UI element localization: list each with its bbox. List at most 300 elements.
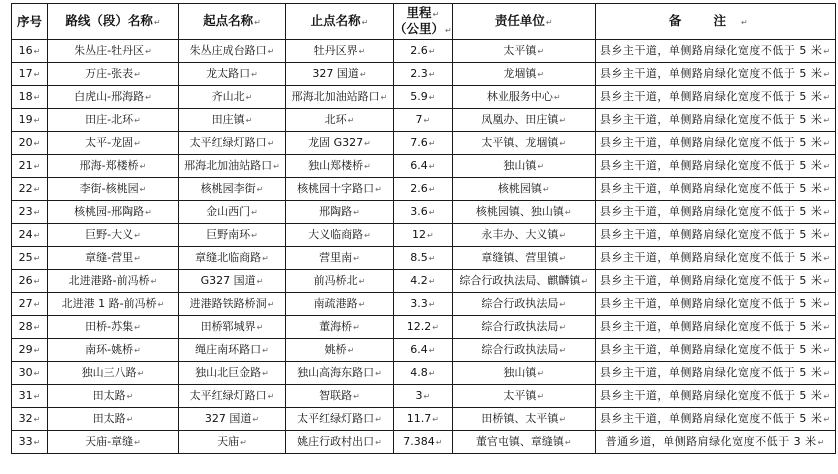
cell-note (595, 224, 835, 247)
cell-start (179, 431, 286, 454)
cell-note-text: 县乡主干道，单侧路肩绿化宽度不低于 5 米 (599, 159, 823, 172)
cell-start (179, 40, 286, 63)
cell-route (48, 362, 179, 385)
cell-route (48, 86, 179, 109)
table-row (12, 408, 836, 431)
cell-mark-icon: ↵ (353, 323, 360, 332)
cell-mark-icon: ↵ (245, 116, 253, 125)
cell-route-text: 田庄-北环 (85, 113, 134, 126)
cell-seq-text: 30 (18, 366, 33, 379)
cell-note-text: 县乡主干道，单侧路肩绿化宽度不低于 5 米 (599, 205, 823, 218)
cell-mileage (394, 132, 453, 155)
cell-note (595, 316, 835, 339)
cell-note-text: 县乡主干道，单侧路肩绿化宽度不低于 5 米 (599, 251, 823, 264)
cell-note (595, 40, 835, 63)
cell-end (286, 339, 394, 362)
line-break-icon: ↵ (432, 9, 440, 19)
cell-mark-icon: ↵ (353, 392, 360, 401)
cell-mark-icon: ↵ (823, 300, 831, 309)
cell-mark-icon: ↵ (817, 438, 825, 447)
cell-unit-text: 独山镇 (503, 159, 537, 172)
cell-end (286, 86, 394, 109)
cell-route-text: 太平-龙固 (85, 136, 134, 149)
cell-mark-icon: ↵ (823, 277, 831, 286)
table-row (12, 40, 836, 63)
cell-mark-icon: ↵ (423, 116, 431, 125)
cell-mark-icon: ↵ (559, 346, 567, 355)
cell-end (286, 63, 394, 86)
cell-mark-icon: ↵ (134, 231, 141, 240)
cell-seq-text: 28 (18, 320, 33, 333)
cell-start (179, 109, 286, 132)
cell-seq-text: 29 (18, 343, 33, 356)
cell-mileage-text: 2.6 (410, 182, 428, 195)
cell-mark-icon: ↵ (33, 47, 41, 56)
cell-unit (452, 247, 595, 270)
header-seq: 序号 (12, 4, 48, 40)
cell-unit-text: 综合行政执法局、麒麟镇 (459, 274, 581, 287)
cell-unit (452, 201, 595, 224)
cell-mark-icon: ↵ (428, 254, 436, 263)
cell-seq-text: 19 (18, 113, 33, 126)
cell-mileage (394, 178, 453, 201)
cell-note-text: 县乡主干道，单侧路肩绿化宽度不低于 5 米 (599, 389, 823, 402)
cell-mark-icon: ↵ (359, 70, 367, 79)
cell-start (179, 247, 286, 270)
cell-mark-icon: ↵ (33, 254, 41, 263)
cell-unit-text: 综合行政执法局 (481, 343, 559, 356)
cell-note (595, 201, 835, 224)
cell-unit-text: 凤凰办、田庄镇 (481, 113, 559, 126)
cell-note-text: 县乡主干道，单侧路肩绿化宽度不低于 5 米 (599, 182, 823, 195)
cell-mark-icon: ↵ (581, 277, 589, 286)
cell-unit (452, 155, 595, 178)
cell-route (48, 224, 179, 247)
header-route: 路线（段）名称↵ (48, 4, 179, 40)
cell-route (48, 247, 179, 270)
cell-end (286, 178, 394, 201)
cell-note (595, 178, 835, 201)
cell-note-text: 县乡主干道，单侧路肩绿化宽度不低于 5 米 (599, 67, 823, 80)
table-row (12, 316, 836, 339)
cell-route (48, 431, 179, 454)
cell-seq-text: 31 (18, 389, 33, 402)
cell-route-text: 李街-核桃园 (79, 182, 139, 195)
cell-note (595, 339, 835, 362)
cell-mark-icon: ↵ (126, 392, 134, 401)
cell-mark-icon: ↵ (251, 208, 258, 217)
cell-end-text: 牡丹区界 (313, 44, 358, 57)
cell-end-text: 董海桥 (319, 320, 353, 333)
cell-unit (452, 86, 595, 109)
cell-unit-text: 太平镇 (503, 44, 537, 57)
cell-start (179, 270, 286, 293)
cell-mark-icon: ↵ (347, 116, 355, 125)
cell-mileage-text: 7.384 (403, 435, 435, 448)
cell-mark-icon: ↵ (33, 208, 41, 217)
cell-end-text: 营里南 (319, 251, 353, 264)
cell-unit (452, 362, 595, 385)
cell-seq-text: 27 (18, 297, 33, 310)
cell-mark-icon: ↵ (252, 415, 260, 424)
cell-mark-icon: ↵ (435, 438, 443, 447)
cell-end (286, 362, 394, 385)
cell-unit-text: 核桃园镇、独山镇 (475, 205, 564, 218)
table-row (12, 339, 836, 362)
cell-end-text: 姚桥 (324, 343, 347, 356)
cell-end-text: 邢陶路 (319, 205, 353, 218)
cell-note-text: 县乡主干道，单侧路肩绿化宽度不低于 5 米 (599, 136, 823, 149)
cell-mark-icon: ↵ (134, 116, 141, 125)
cell-end-text: 核桃园十字路口 (297, 182, 375, 195)
cell-mark-icon: ↵ (134, 323, 141, 332)
cell-route-text: 田太路 (92, 412, 126, 425)
cell-end (286, 270, 394, 293)
cell-mark-icon: ↵ (375, 369, 382, 378)
cell-start-text: 朱丛庄成台路口 (189, 44, 267, 57)
cell-mark-icon: ↵ (428, 139, 436, 148)
cell-mark-icon: ↵ (251, 70, 258, 79)
header-mileage: 里程↵ （公里）↵ (394, 4, 453, 40)
cell-mark-icon: ↵ (33, 438, 41, 447)
cell-seq (12, 385, 48, 408)
cell-mark-icon: ↵ (559, 300, 567, 309)
cell-note (595, 293, 835, 316)
road-greening-table (11, 3, 836, 454)
table-row (12, 178, 836, 201)
cell-start-text: 龙太路口 (206, 67, 251, 80)
cell-note (595, 109, 835, 132)
cell-end (286, 385, 394, 408)
cell-route-text: 邢海-郑楼桥 (79, 159, 139, 172)
cell-note (595, 63, 835, 86)
cell-mark-icon: ↵ (145, 208, 152, 217)
cell-start-text: 齐山北 (211, 90, 245, 103)
cell-mark-icon: ↵ (353, 208, 360, 217)
cell-mark-icon: ↵ (157, 300, 165, 309)
cell-mileage-text: 7.6 (410, 136, 428, 149)
cell-end (286, 224, 394, 247)
cell-start-text: 章缝北临商路 (195, 251, 262, 264)
cell-mark-icon: ↵ (256, 277, 264, 286)
header-unit: 责任单位↵ (452, 4, 595, 40)
cell-route-text: 朱丛庄-牡丹区 (74, 44, 145, 57)
cell-mark-icon: ↵ (137, 369, 145, 378)
cell-route (48, 132, 179, 155)
cell-unit-text: 独山镇 (503, 366, 537, 379)
cell-seq (12, 247, 48, 270)
cell-seq (12, 201, 48, 224)
cell-mark-icon: ↵ (267, 392, 275, 401)
cell-mark-icon: ↵ (823, 116, 831, 125)
cell-mark-icon: ↵ (267, 139, 275, 148)
cell-end (286, 316, 394, 339)
cell-mark-icon: ↵ (537, 162, 545, 171)
cell-route-text: 万庄-张表 (85, 67, 134, 80)
cell-end-text: 北环 (324, 113, 347, 126)
cell-mark-icon: ↵ (823, 415, 831, 424)
cell-mark-icon: ↵ (432, 415, 439, 424)
cell-mark-icon: ↵ (33, 139, 41, 148)
table-row (12, 362, 836, 385)
cell-mark-icon: ↵ (33, 231, 41, 240)
cell-mark-icon: ↵ (741, 17, 762, 27)
table-row (12, 155, 836, 178)
cell-mark-icon: ↵ (254, 17, 261, 27)
cell-route-text: 独山三八路 (81, 366, 137, 379)
cell-start (179, 63, 286, 86)
cell-mark-icon: ↵ (428, 369, 436, 378)
cell-mark-icon: ↵ (559, 254, 567, 263)
cell-note-text: 县乡主干道，单侧路肩绿化宽度不低于 5 米 (599, 412, 823, 425)
cell-route (48, 408, 179, 431)
cell-route-text: 北进港路-前冯桥 (68, 274, 150, 287)
cell-start (179, 339, 286, 362)
cell-mileage-text: 4.2 (410, 274, 428, 287)
cell-mark-icon: ↵ (134, 70, 141, 79)
cell-end (286, 408, 394, 431)
cell-mileage-text: 12 (412, 228, 426, 241)
cell-note (595, 362, 835, 385)
cell-mark-icon: ↵ (375, 185, 382, 194)
cell-seq (12, 316, 48, 339)
cell-mileage-text: 2.3 (410, 67, 428, 80)
cell-mileage (394, 247, 453, 270)
cell-mark-icon: ↵ (139, 162, 147, 171)
cell-mileage (394, 109, 453, 132)
cell-note-text: 县乡主干道，单侧路肩绿化宽度不低于 5 米 (599, 44, 823, 57)
cell-note-text: 县乡主干道，单侧路肩绿化宽度不低于 5 米 (599, 113, 823, 126)
table-row (12, 270, 836, 293)
cell-unit (452, 63, 595, 86)
cell-mark-icon: ↵ (542, 185, 550, 194)
cell-mark-icon: ↵ (559, 231, 567, 240)
cell-start-text: 核桃园李街 (200, 182, 256, 195)
cell-mark-icon: ↵ (33, 70, 41, 79)
cell-end-text: 邢海北加油站路口 (291, 90, 380, 103)
cell-seq-text: 18 (18, 90, 33, 103)
cell-start (179, 86, 286, 109)
table-row (12, 293, 836, 316)
cell-start (179, 132, 286, 155)
cell-mark-icon: ↵ (145, 47, 152, 56)
cell-mark-icon: ↵ (545, 17, 553, 27)
cell-unit-text: 太平镇 (503, 389, 537, 402)
cell-mileage (394, 224, 453, 247)
cell-mark-icon: ↵ (256, 323, 264, 332)
cell-mark-icon: ↵ (445, 25, 452, 35)
cell-mileage (394, 86, 453, 109)
cell-mark-icon: ↵ (564, 208, 572, 217)
cell-unit-text: 龙堌镇 (503, 67, 537, 80)
cell-mileage-text: 6.4 (410, 343, 428, 356)
cell-mark-icon: ↵ (823, 162, 831, 171)
cell-mark-icon: ↵ (273, 162, 280, 171)
cell-mileage (394, 40, 453, 63)
cell-route-text: 巨野-大义 (85, 228, 134, 241)
cell-end-text: 姚庄行政村出口 (297, 435, 375, 448)
cell-note-text: 县乡主干道，单侧路肩绿化宽度不低于 5 米 (599, 366, 823, 379)
cell-mileage-text: 5.9 (410, 90, 428, 103)
cell-mark-icon: ↵ (427, 231, 434, 240)
cell-mark-icon: ↵ (537, 47, 545, 56)
cell-seq (12, 339, 48, 362)
cell-route-text: 白虎山-邢海路 (74, 90, 145, 103)
cell-end-text: 327 国道 (312, 67, 359, 80)
cell-seq (12, 63, 48, 86)
cell-unit (452, 408, 595, 431)
cell-note-text: 县乡主干道，单侧路肩绿化宽度不低于 5 米 (599, 90, 823, 103)
cell-mark-icon: ↵ (428, 277, 436, 286)
cell-route-text: 南环-姚桥 (85, 343, 134, 356)
cell-mark-icon: ↵ (134, 346, 141, 355)
cell-mark-icon: ↵ (537, 70, 545, 79)
cell-mileage-text: 2.6 (410, 44, 428, 57)
header-end: 止点名称↵ (286, 4, 394, 40)
cell-end (286, 109, 394, 132)
cell-start (179, 316, 286, 339)
cell-mark-icon: ↵ (375, 438, 382, 447)
cell-mark-icon: ↵ (358, 277, 366, 286)
cell-route (48, 385, 179, 408)
cell-seq-text: 17 (18, 67, 33, 80)
cell-mark-icon: ↵ (428, 70, 436, 79)
cell-mark-icon: ↵ (823, 93, 831, 102)
cell-note (595, 155, 835, 178)
cell-unit (452, 339, 595, 362)
cell-mileage-text: 11.7 (406, 412, 432, 425)
cell-mark-icon: ↵ (33, 392, 41, 401)
cell-start-text: 太平红绿灯路口 (189, 389, 267, 402)
cell-mark-icon: ↵ (361, 17, 369, 27)
cell-mark-icon: ↵ (823, 346, 831, 355)
cell-note-text: 县乡主干道，单侧路肩绿化宽度不低于 5 米 (599, 228, 823, 241)
cell-mileage (394, 431, 453, 454)
cell-mark-icon: ↵ (358, 47, 366, 56)
cell-route (48, 293, 179, 316)
cell-mark-icon: ↵ (375, 415, 382, 424)
cell-mark-icon: ↵ (823, 369, 831, 378)
cell-mark-icon: ↵ (150, 277, 158, 286)
cell-route (48, 339, 179, 362)
cell-note (595, 408, 835, 431)
cell-route (48, 178, 179, 201)
cell-seq-text: 26 (18, 274, 33, 287)
cell-end-text: 太平红绿灯路口 (297, 412, 375, 425)
cell-start (179, 293, 286, 316)
cell-mark-icon: ↵ (33, 300, 41, 309)
cell-seq (12, 178, 48, 201)
cell-unit-text: 田桥镇、太平镇 (481, 412, 559, 425)
cell-seq (12, 408, 48, 431)
cell-start (179, 362, 286, 385)
cell-mileage-text: 3.6 (410, 205, 428, 218)
cell-note-text: 县乡主干道，单侧路肩绿化宽度不低于 5 米 (599, 297, 823, 310)
cell-route-text: 北进港 1 路-前冯桥 (61, 297, 157, 310)
cell-mark-icon: ↵ (33, 185, 41, 194)
cell-mark-icon: ↵ (33, 116, 41, 125)
cell-mark-icon: ↵ (537, 369, 545, 378)
cell-mark-icon: ↵ (245, 93, 253, 102)
cell-route (48, 63, 179, 86)
cell-mark-icon: ↵ (823, 323, 831, 332)
cell-start (179, 224, 286, 247)
cell-mark-icon: ↵ (358, 300, 366, 309)
cell-start-text: 太平红绿灯路口 (189, 136, 267, 149)
cell-note-text: 县乡主干道，单侧路肩绿化宽度不低于 5 米 (599, 320, 823, 333)
cell-mileage (394, 155, 453, 178)
cell-end (286, 247, 394, 270)
cell-mark-icon: ↵ (428, 300, 436, 309)
cell-seq-text: 21 (18, 159, 33, 172)
cell-unit-text: 综合行政执法局 (481, 297, 559, 310)
cell-start-text: 327 国道 (204, 412, 252, 425)
cell-mark-icon: ↵ (823, 392, 831, 401)
cell-mark-icon: ↵ (33, 277, 41, 286)
cell-mileage (394, 270, 453, 293)
cell-unit-text: 太平镇、龙堌镇 (481, 136, 559, 149)
cell-mark-icon: ↵ (380, 93, 388, 102)
cell-mark-icon: ↵ (267, 300, 275, 309)
cell-mileage-text: 12.2 (406, 320, 432, 333)
cell-note (595, 132, 835, 155)
cell-mark-icon: ↵ (537, 392, 545, 401)
cell-start (179, 178, 286, 201)
cell-mark-icon: ↵ (428, 208, 436, 217)
cell-mileage-text: 6.4 (410, 159, 428, 172)
cell-seq-text: 25 (18, 251, 33, 264)
cell-route-text: 章缝-营里 (85, 251, 134, 264)
cell-end (286, 431, 394, 454)
cell-start (179, 201, 286, 224)
table-header-row (12, 4, 836, 40)
cell-start-text: 金山西门 (206, 205, 251, 218)
cell-end-text: 大义临商路 (308, 228, 364, 241)
cell-mark-icon: ↵ (240, 438, 247, 447)
cell-mark-icon: ↵ (823, 139, 831, 148)
cell-mileage-text: 3.3 (410, 297, 428, 310)
cell-seq-text: 24 (18, 228, 33, 241)
cell-seq (12, 155, 48, 178)
cell-mark-icon: ↵ (428, 47, 436, 56)
cell-route-text: 田桥-苏集 (85, 320, 134, 333)
cell-seq-text: 33 (18, 435, 33, 448)
cell-note-text: 县乡主干道，单侧路肩绿化宽度不低于 5 米 (599, 274, 823, 287)
cell-mileage (394, 362, 453, 385)
table-row (12, 63, 836, 86)
cell-unit (452, 224, 595, 247)
cell-end-text: 智联路 (319, 389, 353, 402)
cell-mark-icon: ↵ (559, 323, 567, 332)
cell-seq (12, 293, 48, 316)
cell-mark-icon: ↵ (33, 415, 41, 424)
cell-seq (12, 109, 48, 132)
cell-start (179, 155, 286, 178)
cell-mark-icon: ↵ (145, 93, 152, 102)
table-row (12, 86, 836, 109)
cell-mark-icon: ↵ (823, 70, 831, 79)
cell-start-text: 绳庄南环路口 (195, 343, 262, 356)
cell-end (286, 132, 394, 155)
cell-mileage (394, 385, 453, 408)
cell-mark-icon: ↵ (423, 392, 431, 401)
cell-unit (452, 431, 595, 454)
cell-seq (12, 40, 48, 63)
table-row (12, 132, 836, 155)
cell-unit-text: 林业服务中心 (486, 90, 553, 103)
cell-mark-icon: ↵ (364, 162, 371, 171)
cell-mileage (394, 408, 453, 431)
